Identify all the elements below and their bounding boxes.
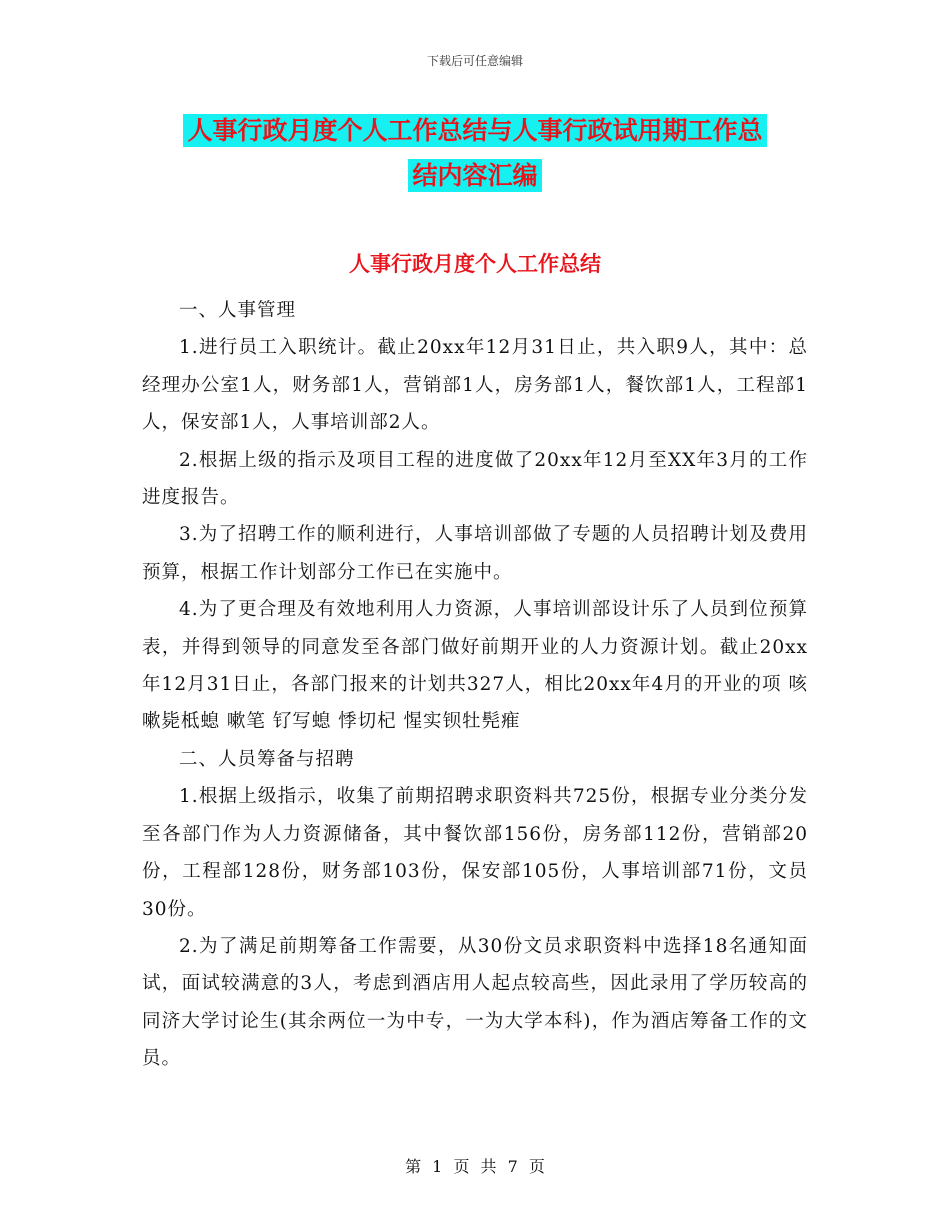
title-line-2: 结内容汇编 xyxy=(408,159,541,192)
paragraph: 1.进行员工入职统计。截止20xx年12月31日止，共入职9人，其中：总经理办公室1人，财务部1人，营销部1人，房务部1人，餐饮部1人，工程部1人，保安部1人，人事培训部2人。 xyxy=(142,337,808,434)
title-line-1: 人事行政月度个人工作总结与人事行政试用期工作总 xyxy=(183,114,766,147)
document-body xyxy=(142,292,808,1078)
paragraph: 2.根据上级的指示及项目工程的进度做了20xx年12月至XX年3月的工作进度报告。 xyxy=(142,449,808,509)
section-title: 人事行政月度个人工作总结 xyxy=(349,252,601,276)
header-note: 下载后可任意编辑 xyxy=(426,54,523,68)
heading-staffing-recruitment: 二、人员筹备与招聘 xyxy=(179,748,355,770)
heading-personnel-management: 一、人事管理 xyxy=(179,300,297,321)
paragraph: 4.为了更合理及有效地利用人力资源，人事培训部设计乐了人员到位预算表，并得到领导的同意发至各部门做好前期开业的人力资源计划。截止20xx年12月31日止，各部门报来的计划共327人，相比20xx年4月的开业的项 咳嗽毙柢螅 嗽笔 钌写螅 悸切杞 惺实钡牡髡痽 xyxy=(142,599,808,733)
paragraph: 2.为了满足前期筹备工作需要，从30份文员求职资料中选择18名通知面试，面试较满意的3人，考虑到酒店用人起点较高些，因此录用了学历较高的同济大学讨论生(其余两位一为中专，一为大学本科)，作为酒店筹备工作的文员。 xyxy=(142,935,808,1070)
document-title xyxy=(0,108,950,198)
paragraph: 3.为了招聘工作的顺利进行，人事培训部做了专题的人员招聘计划及费用预算，根据工作计划部分工作已在实施中。 xyxy=(142,524,808,583)
page-footer: 第 1 页 共 7 页 xyxy=(405,1157,545,1176)
paragraph: 1.根据上级指示，收集了前期招聘求职资料共725份，根据专业分类分发至各部门作为人力资源储备，其中餐饮部156份，房务部112份，营销部20份，工程部128份，财务部103份，保安部105份，人事培训部71份，文员30份。 xyxy=(142,786,808,920)
